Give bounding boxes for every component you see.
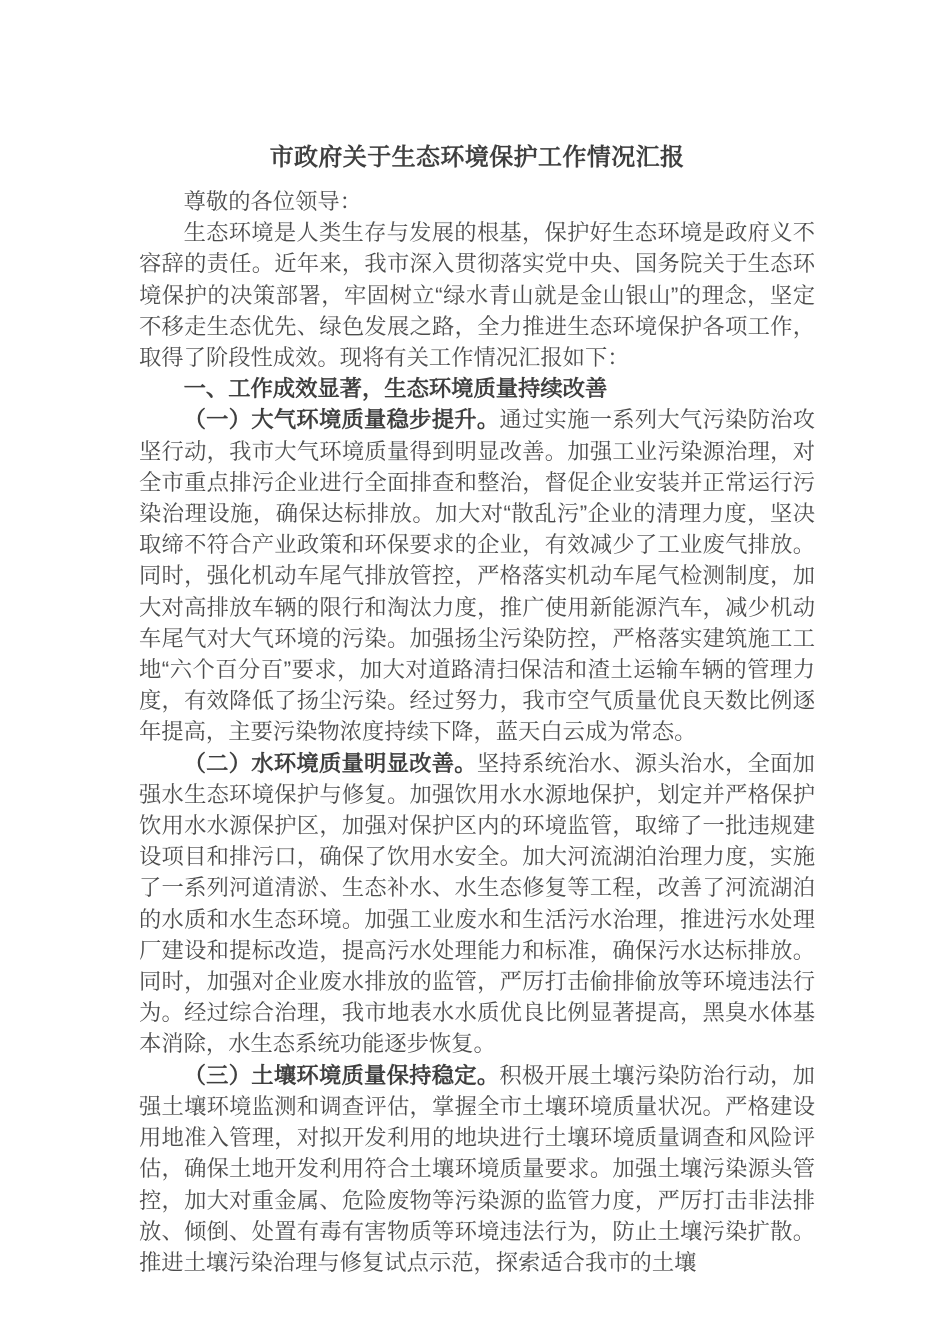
salutation: 尊敬的各位领导： <box>183 189 362 214</box>
page-title: 市政府关于生态环境保护工作情况汇报 <box>269 144 685 171</box>
section-heading-one: 一、工作成效显著，生态环境质量持续改善 <box>183 376 608 402</box>
subsection-soil-quality <box>139 1060 815 1278</box>
subsection-water-quality <box>139 748 815 1060</box>
opening-paragraph: 生态环境是人类生存与发展的根基，保护好生态环境是政府义不容辞的责任。近年来，我市深入贯彻落实党中央、国务院关于生态环境保护的决策部署，牢固树立“绿水青山就是金山银山”的理念，坚定不移走生态优先、绿色发展之路，全力推进生态环境保护各项工作，取得了阶段性成效。现将有关工作情况汇报如下： <box>139 220 815 371</box>
subsection-air-quality-lead: （一）大气环境质量稳步提升。 <box>183 407 500 433</box>
subsection-water-quality-body: 坚持系统治水、源头治水，全面加强水生态环境保护与修复。加强饮用水水源地保护，划定并严格保护饮用水水源保护区，加强对保护区内的环境监管，取缔了一批违规建设项目和排污口，确保了饮用水安全。加大河流湖泊治理力度，实施了一系列河道清淤、生态补水、水生态修复等工程，改善了河流湖泊的水质和水生态环境。加强工业废水和生活污水治理，推进污水处理厂建设和提标改造，提高污水处理能力和标准，确保污水达标排放。同时，加强对企业废水排放的监管，严厉打击偷排偷放等环境违法行为。经过综合治理，我市地表水水质优良比例显著提高，黑臭水体基本消除，水生态系统功能逐步恢复。 <box>139 750 815 1057</box>
subsection-water-quality-lead: （二）水环境质量明显改善。 <box>183 750 477 776</box>
subsection-air-quality-body: 通过实施一系列大气污染防治攻坚行动，我市大气环境质量得到明显改善。加强工业污染源治理，对全市重点排污企业进行全面排查和整治，督促企业安装并正常运行污染治理设施，确保达标排放。加大对“散乱污”企业的清理力度，坚决取缔不符合产业政策和环保要求的企业，有效减少了工业废气排放。同时，强化机动车尾气排放管控，严格落实机动车尾气检测制度，加大对高排放车辆的限行和淘汰力度，推广使用新能源汽车，减少机动车尾气对大气环境的污染。加强扬尘污染防控，严格落实建筑施工工地“六个百分百”要求，加大对道路清扫保洁和渣土运输车辆的管理力度，有效降低了扬尘污染。经过努力，我市空气质量优良天数比例逐年提高，主要污染物浓度持续下降，蓝天白云成为常态。 <box>139 407 815 745</box>
subsection-soil-quality-lead: （三）土壤环境质量保持稳定。 <box>183 1062 500 1088</box>
subsection-air-quality <box>139 404 815 747</box>
document-body <box>139 140 815 1278</box>
subsection-soil-quality-body: 积极开展土壤污染防治行动，加强土壤环境监测和调查评估，掌握全市土壤环境质量状况。严格建设用地准入管理，对拟开发利用的地块进行土壤环境质量调查和风险评估，确保土地开发利用符合土壤环境质量要求。加强土壤污染源头管控，加大对重金属、危险废物等污染源的监管力度，严厉打击非法排放、倾倒、处置有毒有害物质等环境违法行为，防止土壤污染扩散。推进土壤污染治理与修复试点示范，探索适合我市的土壤 <box>139 1062 815 1275</box>
